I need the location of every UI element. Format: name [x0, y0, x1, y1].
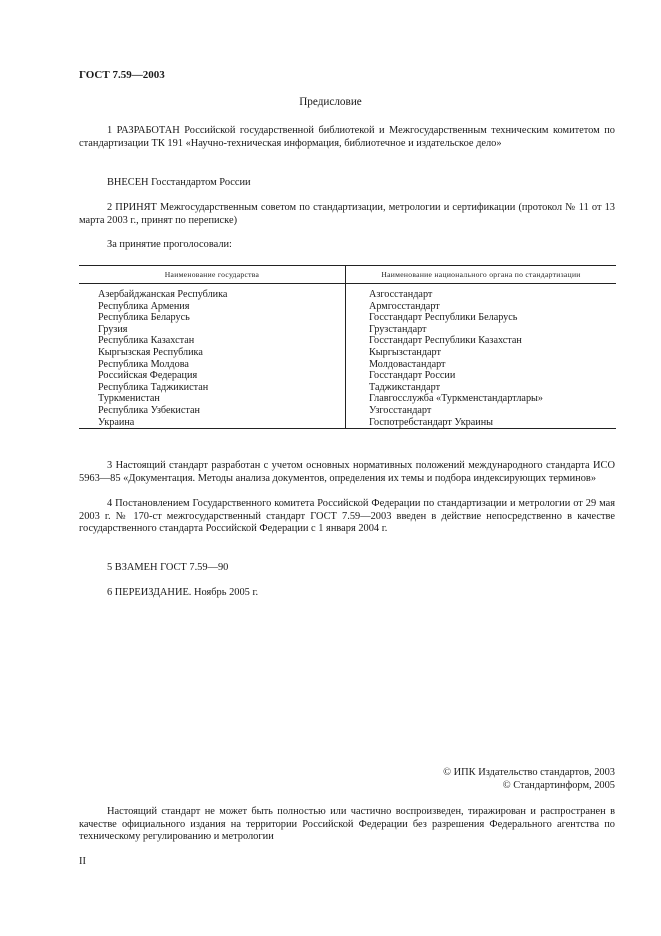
national-body-name: Азгосстандарт	[369, 289, 433, 300]
paragraph-reissue: 6 ПЕРЕИЗДАНИЕ. Ноябрь 2005 г.	[107, 587, 259, 598]
state-name: Кыргызская Республика	[98, 346, 203, 358]
state-name: Республика Армения	[98, 300, 190, 312]
national-body-name: Армгосстандарт	[369, 300, 440, 312]
state-name: Республика Узбекистан	[98, 404, 200, 416]
table-header-row	[79, 266, 616, 284]
paragraph-resolution: 4 Постановлением Государственного комитета Российской Федерации по стандартизации и метрологии от 29 мая 2003 г. № 170-ст межгосударственный стандарт ГОСТ 7.59—2003 введен в действие непосредственно в качестве государственного стандарта Российской Федерации с 1 января 2004 г.	[79, 498, 615, 535]
state-name: Российская Федерация	[98, 370, 198, 382]
national-body-name: Госстандарт Республики Казахстан	[369, 335, 522, 347]
column-header-national-body: Наименование национального органа по стандартизации	[346, 266, 617, 284]
paragraph-reproduction-notice: Настоящий стандарт не может быть полностью или частично воспроизведен, тиражирован и распространен в качестве официального издания на территории Российской Федерации без разрешения Федерального агентства по техническому регулированию и метрологии	[79, 806, 615, 843]
national-body-name: Госстандарт России	[369, 370, 456, 382]
state-name: Грузия	[98, 323, 128, 335]
copyright-line: © Стандартинформ, 2005	[502, 779, 615, 791]
national-body-name: Госстандарт Республики Беларусь	[369, 312, 518, 324]
voting-states-table	[79, 265, 616, 429]
paragraph-replaces: 5 ВЗАМЕН ГОСТ 7.59—90	[107, 562, 229, 573]
state-name: Республика Таджикистан	[98, 381, 209, 393]
states-column	[79, 284, 346, 429]
national-body-name: Госпотребстандарт Украины	[369, 416, 494, 428]
national-body-name: Узгосстандарт	[369, 404, 432, 416]
national-body-name: Таджикстандарт	[369, 381, 441, 393]
paragraph-adopted-by: 2 ПРИНЯТ Межгосударственным советом по стандартизации, метрологии и сертификации (протокол № 11 от 13 марта 2003 г., принят по переписке)	[79, 202, 615, 226]
column-header-state: Наименование государства	[79, 266, 346, 284]
national-body-name: Главгосслужба «Туркменстандартлары»	[369, 393, 543, 405]
state-name: Республика Беларусь	[98, 312, 190, 324]
paragraph-developed-by: 1 РАЗРАБОТАН Российской государственной библиотекой и Межгосударственным техническим комитетом по стандартизации ТК 191 «Научно-техническая информация, библиотечное и издательское дело»	[79, 125, 615, 149]
national-body-name: Молдовастандарт	[369, 358, 446, 370]
document-code: ГОСТ 7.59—2003	[79, 69, 165, 81]
state-name: Республика Молдова	[98, 358, 189, 370]
table-body-row	[79, 284, 616, 429]
national-bodies-column	[346, 284, 617, 429]
paragraph-introduced-by: ВНЕСЕН Госстандартом России	[107, 177, 251, 188]
state-name: Республика Казахстан	[98, 335, 195, 347]
state-name: Украина	[98, 416, 135, 428]
copyright-block	[300, 767, 615, 793]
section-title: Предисловие	[299, 96, 362, 108]
copyright-line: © ИПК Издательство стандартов, 2003	[443, 767, 615, 778]
national-body-name: Грузстандарт	[369, 323, 427, 335]
state-name: Туркменистан	[98, 393, 160, 405]
national-body-name: Кыргызстандарт	[369, 346, 441, 358]
paragraph-iso-basis: 3 Настоящий стандарт разработан с учетом основных нормативных положений международного стандарта ИСО 5963—85 «Документация. Методы анализа документов, определения их темы и подбора индексирующих терминов»	[79, 460, 615, 484]
state-name: Азербайджанская Республика	[98, 289, 228, 300]
paragraph-voted-for: За принятие проголосовали:	[107, 239, 232, 250]
page-number: II	[79, 856, 86, 867]
